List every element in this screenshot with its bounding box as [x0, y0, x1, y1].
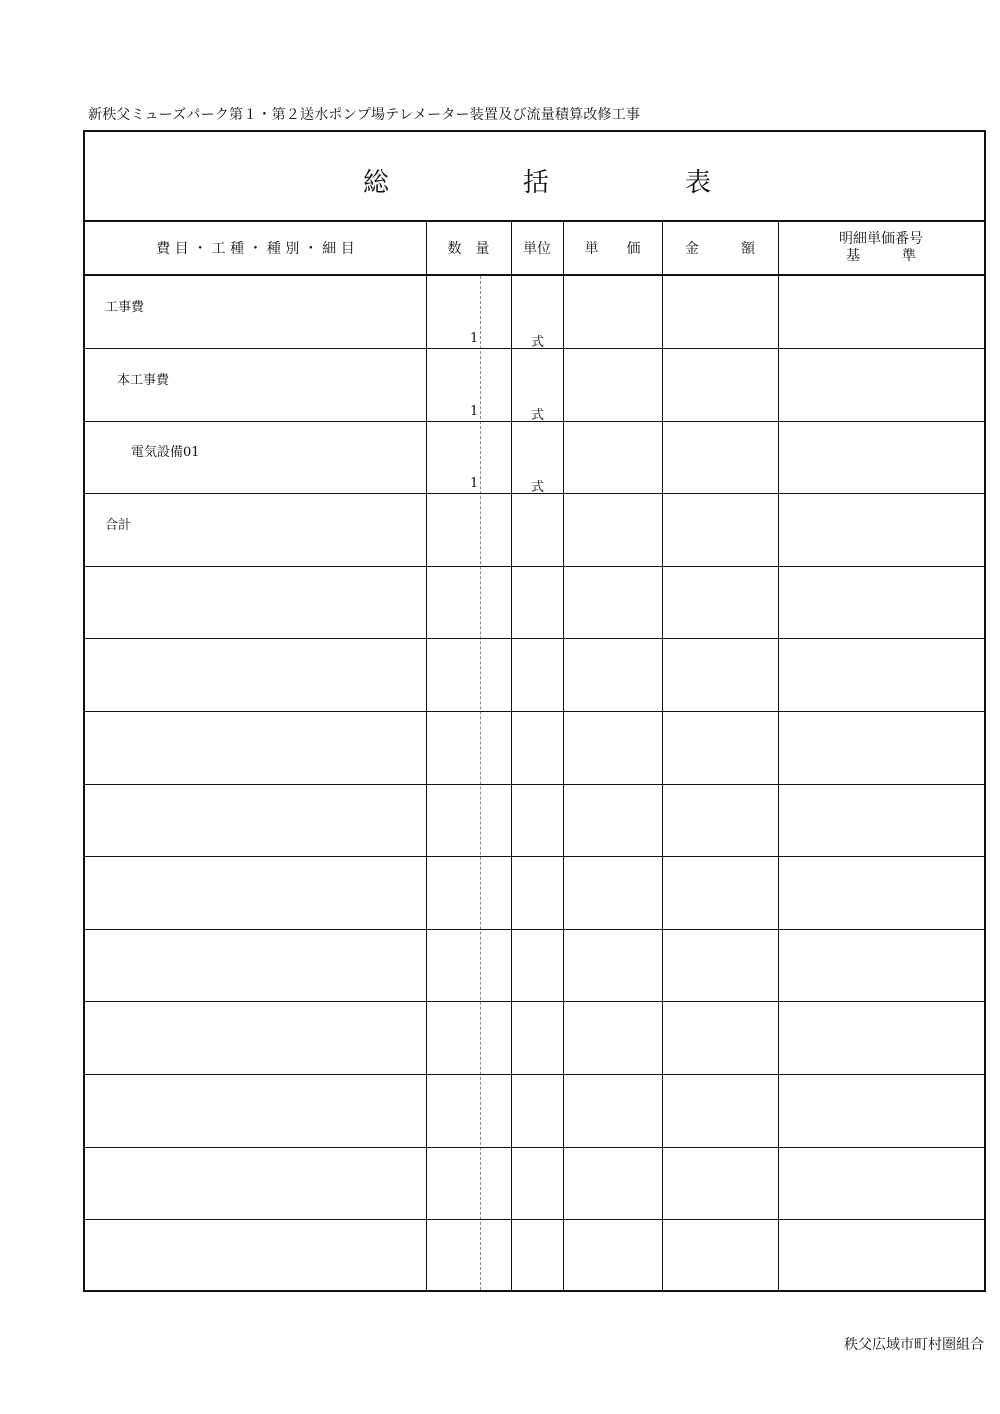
table-row — [85, 276, 984, 349]
table-row — [85, 1147, 984, 1220]
document-title: 新秩父ミューズパーク第１・第２送水ポンプ場テレメーター装置及び流量積算改修工事 — [88, 107, 641, 123]
row-item-name: 電気設備01 — [131, 445, 200, 461]
table-row — [85, 494, 984, 567]
table-row — [85, 349, 984, 422]
column-header-amount: 金 額 — [685, 241, 755, 257]
heading-char-2: 括 — [523, 168, 550, 198]
table-row — [85, 857, 984, 930]
row-item-name: 本工事費 — [117, 372, 170, 388]
table-row — [85, 929, 984, 1002]
column-header-quantity: 数 量 — [447, 241, 490, 257]
table-row — [85, 712, 984, 785]
sheet-heading — [85, 132, 984, 222]
heading-char-1: 総 — [363, 168, 390, 198]
summary-sheet — [83, 130, 986, 1292]
row-quantity: 1 — [470, 476, 479, 492]
table-row — [85, 1075, 984, 1148]
reference-header-line2: 基 準 — [846, 248, 916, 264]
column-header-unit: 単位 — [523, 241, 551, 257]
table-row — [85, 784, 984, 857]
column-header-item: 費 目 ・ 工 種 ・ 種 別 ・ 細 目 — [156, 241, 355, 257]
row-unit: 式 — [531, 407, 545, 423]
row-unit: 式 — [531, 480, 545, 496]
row-item-name: 合計 — [105, 517, 132, 533]
table-row — [85, 421, 984, 494]
table-header — [85, 222, 984, 276]
column-header-unit-price: 単 価 — [584, 241, 641, 257]
column-header-reference — [778, 222, 984, 274]
row-unit: 式 — [531, 335, 545, 350]
heading-char-3: 表 — [685, 168, 712, 198]
table-row — [85, 566, 984, 639]
table-row — [85, 1220, 984, 1293]
organization-name: 秩父広域市町村圏組合 — [844, 1337, 984, 1353]
table-row — [85, 639, 984, 712]
row-item-name: 工事費 — [105, 300, 145, 315]
table-row — [85, 1002, 984, 1075]
row-quantity: 1 — [470, 403, 479, 419]
row-quantity: 1 — [470, 331, 479, 346]
reference-header-line1: 明細単価番号 — [839, 231, 923, 247]
